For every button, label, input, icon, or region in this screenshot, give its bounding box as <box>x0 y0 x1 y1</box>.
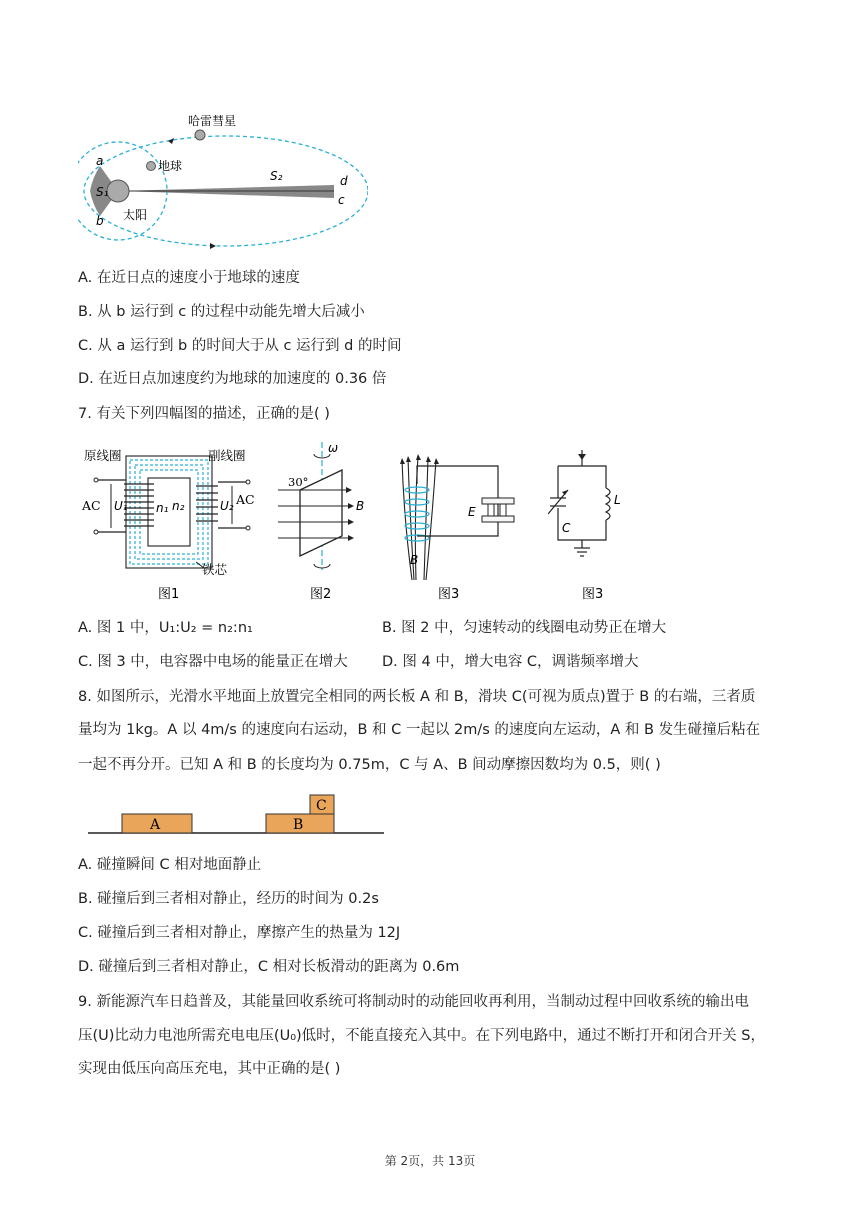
board-b-label: B <box>293 817 304 833</box>
fig4-caption: 图3 <box>582 587 604 602</box>
q8-option-a: A. 碰撞瞬间 C 相对地面静止 <box>78 857 262 873</box>
q8-option-b: B. 碰撞后到三者相对静止，经历的时间为 0.2s <box>78 891 379 907</box>
q8-option-c: C. 碰撞后到三者相对静止，摩擦产生的热量为 12J <box>78 925 401 941</box>
fig3-b: B <box>410 553 419 567</box>
q9-line1: 9. 新能源汽车日趋普及，其能量回收系统可将制动时的动能回收再利用，当制动过程中回收系统的输出电 <box>78 994 749 1010</box>
fig1-ac-right: AC <box>236 492 255 507</box>
fig4-tuning-circuit <box>548 440 628 605</box>
point-b: b <box>96 214 104 228</box>
fig3-e: E <box>468 505 476 519</box>
fig4-l: L <box>614 493 621 507</box>
fig2-rotating-coil <box>270 440 375 605</box>
q9-line2: 压(U)比动力电池所需充电电压(U₀)低时，不能直接充入其中。在下列电路中，通过不断打开和闭合开关 S， <box>78 1028 765 1044</box>
point-d: d <box>340 174 348 188</box>
q7-stem: 7. 有关下列四幅图的描述，正确的是( ) <box>78 406 330 422</box>
fig2-caption: 图2 <box>310 587 332 602</box>
q8-option-d: D. 碰撞后到三者相对静止，C 相对长板滑动的距离为 0.6m <box>78 959 460 975</box>
fig3-lc-circuit <box>396 440 516 605</box>
q6-option-a: A. 在近日点的速度小于地球的速度 <box>78 270 300 286</box>
fig1-u2: U₂ <box>220 499 234 513</box>
earth-icon <box>147 162 156 171</box>
fig1-caption: 图1 <box>158 587 180 602</box>
fig1-primary-label: 原线圈 <box>84 448 122 463</box>
sun-icon <box>107 180 129 202</box>
q8-blocks-figure <box>88 794 384 836</box>
halley-orbit-figure <box>78 108 368 253</box>
area-s1: S₁ <box>96 185 109 199</box>
q7-option-b: B. 图 2 中，匀速转动的线圈电动势正在增大 <box>382 620 667 636</box>
q7-option-c: C. 图 3 中，电容器中电场的能量正在增大 <box>78 654 348 670</box>
q6-option-d: D. 在近日点加速度约为地球的加速度的 0.36 倍 <box>78 371 387 387</box>
point-c: c <box>338 193 345 207</box>
q6-option-b: B. 从 b 运行到 c 的过程中动能先增大后减小 <box>78 304 365 320</box>
fig1-u1: U₁ <box>114 499 128 513</box>
q8-line1: 8. 如图所示，光滑水平地面上放置完全相同的两长板 A 和 B，滑块 C(可视为质点)置于 B 的右端，三者质 <box>78 689 756 705</box>
q7-option-d: D. 图 4 中，增大电容 C，调谐频率增大 <box>382 654 639 670</box>
fig3-caption: 图3 <box>438 587 460 602</box>
comet-label: 哈雷彗星 <box>188 114 237 128</box>
q9-line3: 实现由低压向高压充电，其中正确的是( ) <box>78 1061 341 1077</box>
comet-icon <box>195 130 205 140</box>
fig1-secondary-label: 副线圈 <box>208 448 246 463</box>
area-s2: S₂ <box>270 169 283 183</box>
q8-line2: 量均为 1kg。A 以 4m/s 的速度向右运动，B 和 C 一起以 2m/s 的速度向左运动，A 和 B 发生碰撞后粘在 <box>78 722 761 738</box>
fig1-ac-left: AC <box>82 498 101 513</box>
page-footer: 第 2页，共 13页 <box>384 1154 476 1168</box>
fig2-omega: ω <box>328 441 339 455</box>
point-a: a <box>96 154 104 168</box>
fig2-b: B <box>356 499 365 513</box>
board-a-label: A <box>150 817 161 833</box>
q7-option-a: A. 图 1 中，U₁:U₂ = n₂:n₁ <box>78 620 253 636</box>
sun-label: 太阳 <box>123 208 148 222</box>
fig1-core-label: 铁芯 <box>202 562 228 577</box>
fig1-n2: n₂ <box>172 499 185 513</box>
q8-line3: 一起不再分开。已知 A 和 B 的长度均为 0.75m，C 与 A、B 间动摩擦因数均为 0.5，则( ) <box>78 757 661 773</box>
fig1-transformer <box>78 440 263 605</box>
fig1-n1: n₁ <box>156 501 169 515</box>
q6-option-c: C. 从 a 运行到 b 的时间大于从 c 运行到 d 的时间 <box>78 338 402 354</box>
earth-label: 地球 <box>158 159 183 173</box>
fig2-angle: 30° <box>288 475 309 489</box>
fig4-c: C <box>562 521 571 535</box>
block-c-label: C <box>316 798 327 814</box>
